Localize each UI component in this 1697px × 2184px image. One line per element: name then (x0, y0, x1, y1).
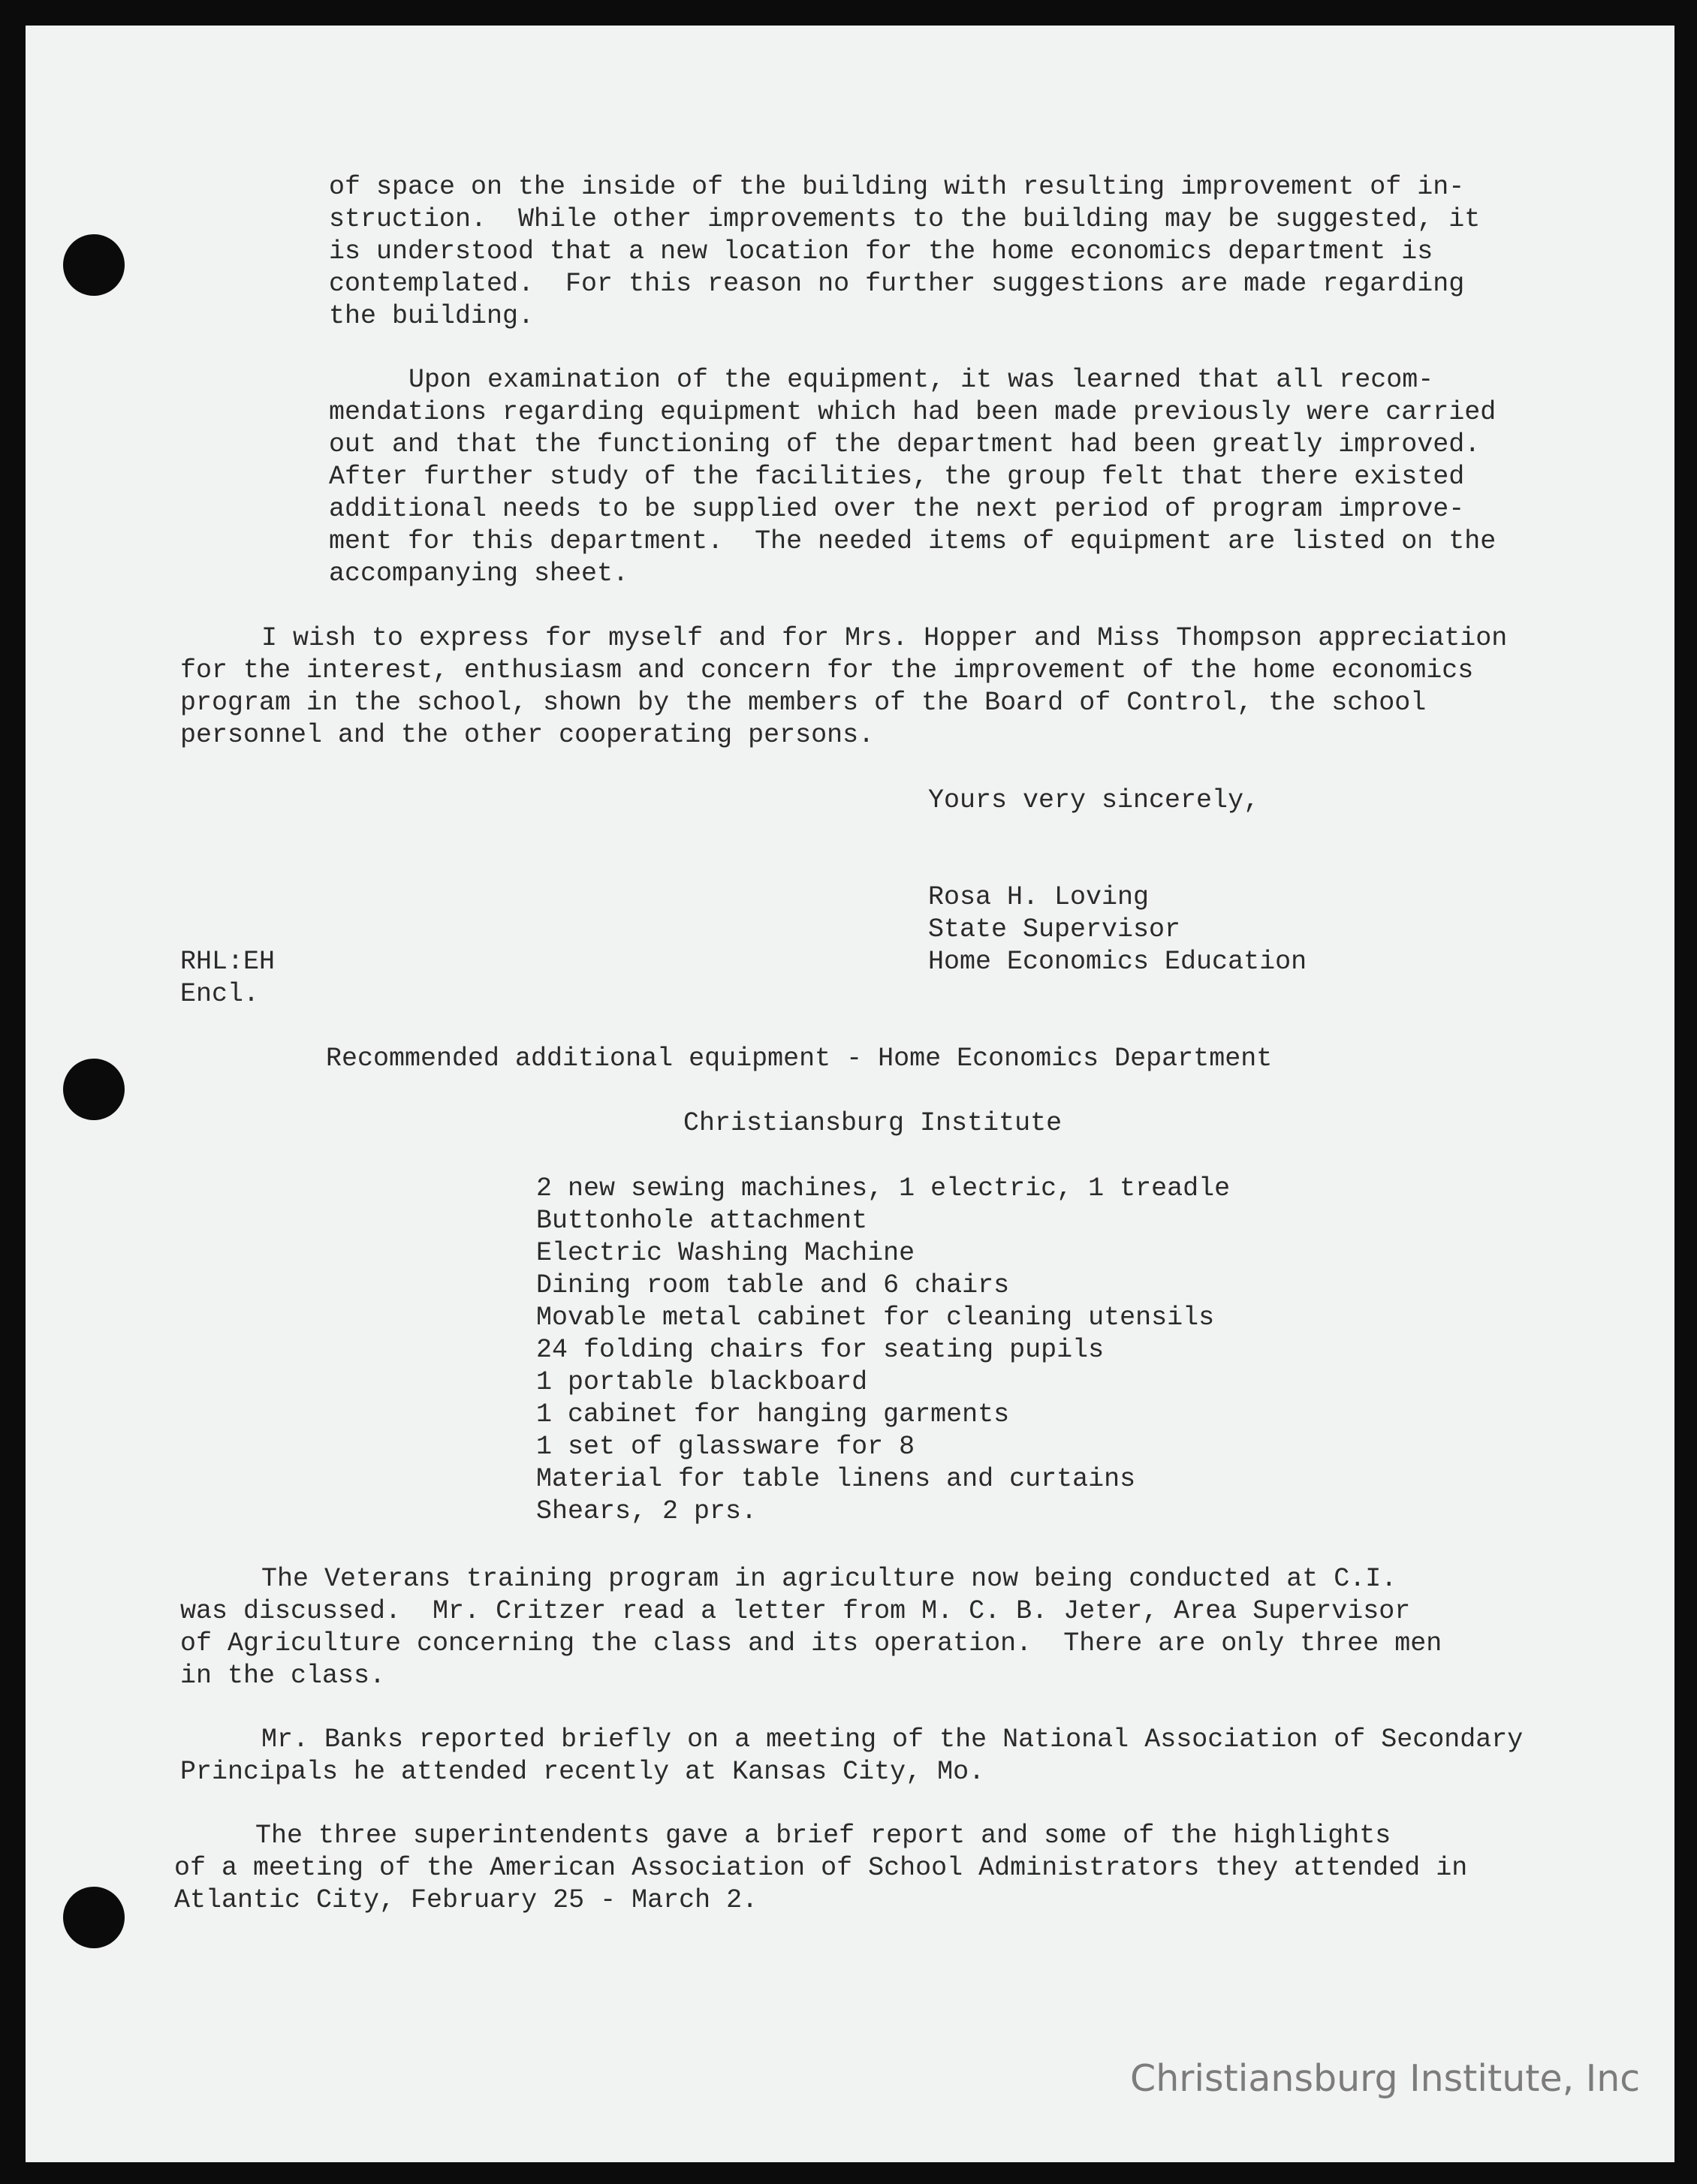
list-item: Material for table linens and curtains (536, 1464, 1136, 1494)
text-line: of space on the inside of the building with resulting improvement of in- (329, 172, 1465, 202)
list-item: 1 portable blackboard (536, 1367, 868, 1397)
text-line: Principals he attended recently at Kansas City, Mo. (180, 1757, 985, 1787)
list-item: Movable metal cabinet for cleaning utensils (536, 1303, 1215, 1333)
list-item: 2 new sewing machines, 1 electric, 1 treadle (536, 1173, 1231, 1203)
equipment-title: Recommended additional equipment - Home Economics Department (326, 1044, 1273, 1074)
closing: Yours very sincerely, (928, 785, 1260, 815)
text-line: for the interest, enthusiasm and concern for the improvement of the home economics (180, 655, 1474, 685)
text-line: contemplated. For this reason no further suggestions are made regarding (329, 269, 1465, 299)
paragraph-banks (180, 1724, 1523, 1788)
typist-initials: RHL:EH (180, 947, 276, 977)
text-line: additional needs to be supplied over the next period of program improve- (329, 494, 1465, 524)
text-line: struction. While other improvements to the building may be suggested, it (329, 204, 1481, 234)
text-line: out and that the functioning of the department had been greatly improved. (329, 429, 1481, 459)
text-line: ment for this department. The needed items of equipment are listed on the (329, 526, 1497, 556)
punch-hole-middle (63, 1059, 125, 1120)
text-line: program in the school, shown by the members of the Board of Control, the school (180, 688, 1427, 718)
equipment-subtitle: Christiansburg Institute (683, 1108, 1063, 1138)
text-line: accompanying sheet. (329, 559, 629, 589)
list-item: Dining room table and 6 chairs (536, 1270, 1010, 1300)
paragraph-equipment (329, 364, 1496, 590)
equipment-list (536, 1173, 1230, 1528)
enclosure-note: Encl. (180, 979, 260, 1009)
list-item: Buttonhole attachment (536, 1206, 868, 1236)
signature-department: Home Economics Education (928, 947, 1307, 977)
text-line: I wish to express for myself and for Mrs. Hopper and Miss Thompson appreciation (261, 623, 1508, 653)
paragraph-building (329, 171, 1480, 333)
watermark: Christiansburg Institute, Inc (1130, 2057, 1641, 2100)
text-line: is understood that a new location for the home economics department is (329, 236, 1433, 267)
paragraph-appreciation (180, 622, 1507, 752)
paragraph-superintendents (174, 1820, 1467, 1917)
signature-name: Rosa H. Loving (928, 882, 1150, 912)
text-line: The Veterans training program in agriculture now being conducted at C.I. (261, 1564, 1397, 1594)
text-line: personnel and the other cooperating persons. (180, 720, 875, 750)
signature-block (928, 881, 1307, 978)
text-line: Atlantic City, February 25 - March 2. (174, 1885, 758, 1915)
text-line: the building. (329, 301, 535, 331)
text-line: mendations regarding equipment which had been made previously were carried (329, 397, 1497, 427)
list-item: 24 folding chairs for seating pupils (536, 1335, 1105, 1365)
text-line: The three superintendents gave a brief report and some of the highlights (255, 1821, 1391, 1851)
text-line: After further study of the facilities, the group felt that there existed (329, 462, 1465, 492)
text-line: in the class. (180, 1661, 386, 1691)
text-line: of Agriculture concerning the class and its operation. There are only three men (180, 1628, 1442, 1658)
text-line: Mr. Banks reported briefly on a meeting of the National Association of Secondary (261, 1725, 1524, 1755)
list-item: Shears, 2 prs. (536, 1496, 758, 1526)
list-item: Electric Washing Machine (536, 1238, 915, 1268)
list-item: 1 set of glassware for 8 (536, 1432, 915, 1462)
paragraph-veterans (180, 1563, 1442, 1692)
punch-hole-bottom (63, 1887, 125, 1948)
punch-hole-top (63, 234, 125, 296)
signature-title: State Supervisor (928, 914, 1181, 944)
text-line: Upon examination of the equipment, it was learned that all recom- (408, 365, 1434, 395)
list-item: 1 cabinet for hanging garments (536, 1399, 1010, 1429)
text-line: was discussed. Mr. Critzer read a letter from M. C. B. Jeter, Area Supervisor (180, 1596, 1411, 1626)
text-line: of a meeting of the American Association of School Administrators they attended in (174, 1853, 1468, 1883)
reference-initials (180, 946, 275, 1011)
